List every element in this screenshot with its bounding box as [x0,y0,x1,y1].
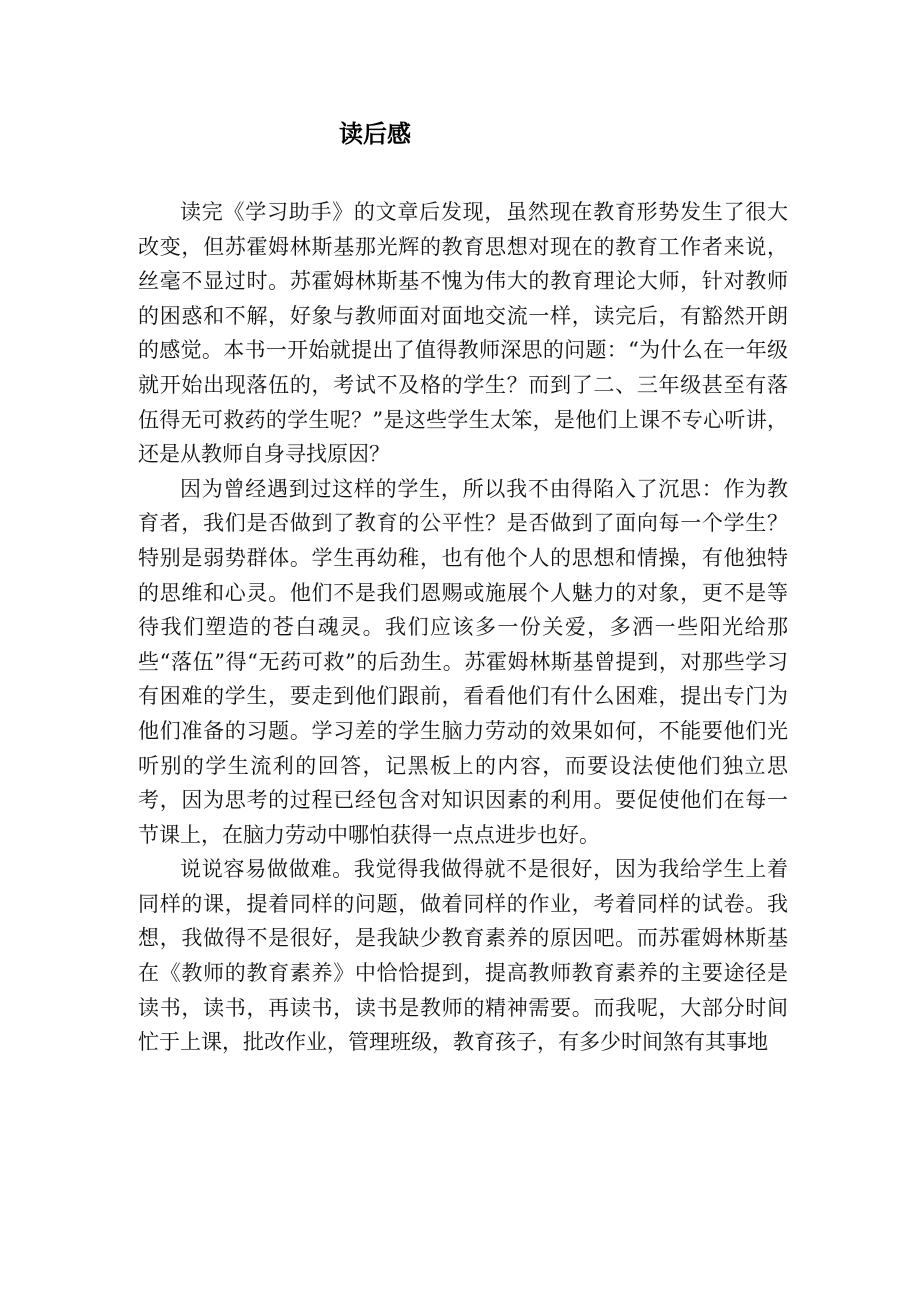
paragraph-2: 因为曾经遇到过这样的学生，所以我不由得陷入了沉思：作为教育者，我们是否做到了教育的公平性？是否做到了面向每一个学生？特别是弱势群体。学生再幼稚，也有他个人的思想和情操，有他独特的思维和心灵。他们不是我们恩赐或施展个人魅力的对象，更不是等待我们塑造的苍白魂灵。我们应该多一份关爱，多洒一些阳光给那些“落伍”得“无药可救”的后劲生。苏霍姆林斯基曾提到，对那些学习有困难的学生，要走到他们跟前，看看他们有什么困难，提出专门为他们准备的习题。学习差的学生脑力劳动的效果如何，不能要他们光听别的学生流利的回答，记黑板上的内容，而要设法使他们独立思考，因为思考的过程已经包含对知识因素的利用。要促使他们在每一节课上，在脑力劳动中哪怕获得一点点进步也好。 [138,476,788,847]
paragraph-1: 读完《学习助手》的文章后发现，虽然现在教育形势发生了很大改变，但苏霍姆林斯基那光辉的教育思想对现在的教育工作者来说，丝毫不显过时。苏霍姆林斯基不愧为伟大的教育理论大师，针对教师的困惑和不解，好象与教师面对面地交流一样，读完后，有豁然开朗的感觉。本书一开始就提出了值得教师深思的问题：“为什么在一年级就开始出现落伍的，考试不及格的学生？而到了二、三年级甚至有落伍得无可救药的学生呢？”是这些学生太笨，是他们上课不专心听讲，还是从教师自身寻找原因？ [138,200,788,467]
document-body [138,195,788,1060]
document-title: 读后感 [339,120,411,148]
paragraph-3: 说说容易做做难。我觉得我做得就不是很好，因为我给学生上着同样的课，提着同样的问题，做着同样的作业，考着同样的试卷。我想，我做得不是很好，是我缺少教育素养的原因吧。而苏霍姆林斯基在《教师的教育素养》中恰恰提到，提高教师教育素养的主要途径是读书，读书，再读书，读书是教师的精神需要。而我呢，大部分时间忙于上课，批改作业，管理班级，教育孩子，有多少时间煞有其事地 [138,857,788,1055]
